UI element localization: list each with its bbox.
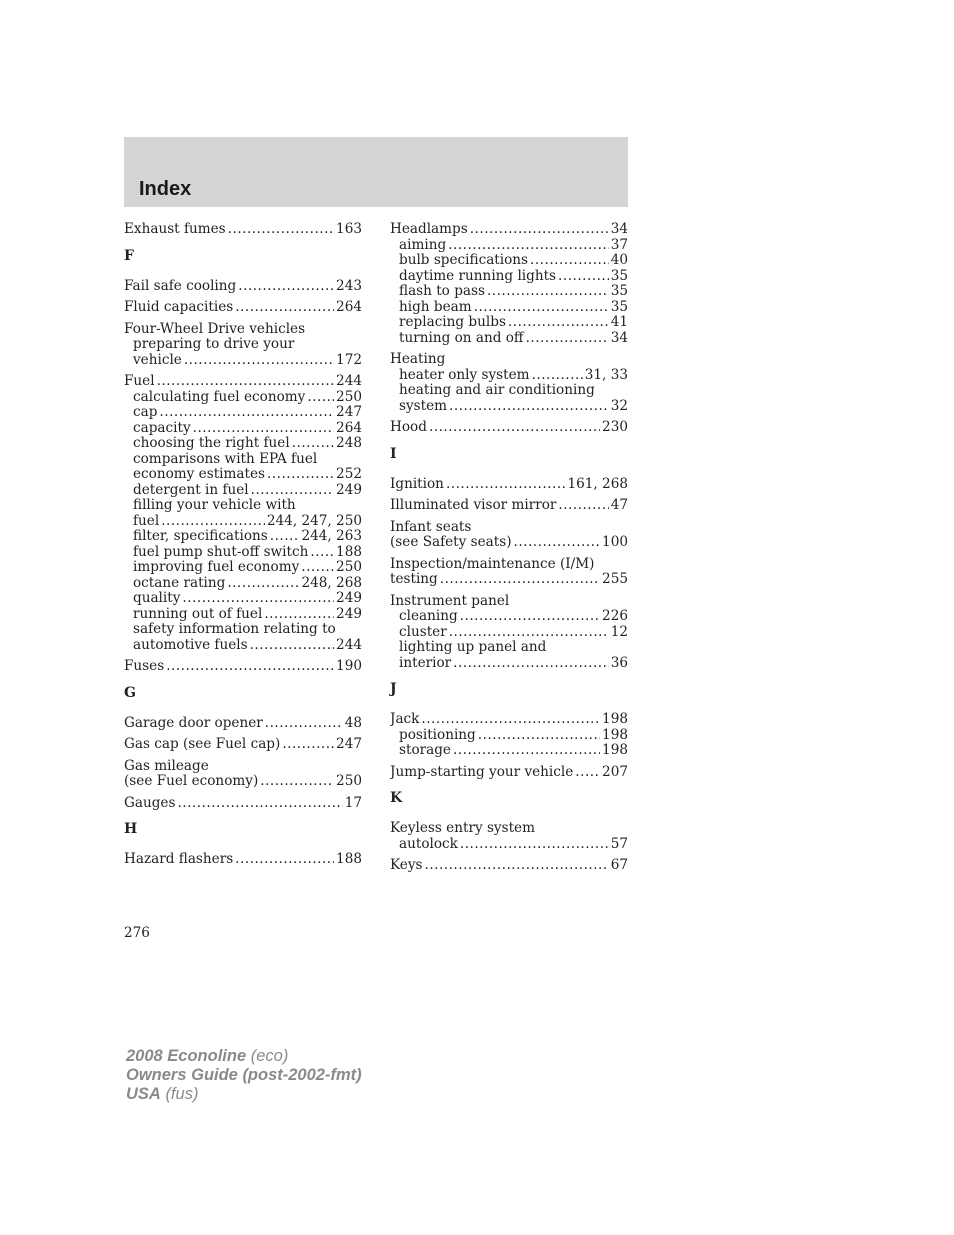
dot-leader <box>514 535 601 551</box>
page-title: Index <box>139 178 192 200</box>
index-subentry <box>124 607 362 623</box>
index-term: daytime running lights <box>399 268 557 284</box>
index-subentry <box>124 591 362 607</box>
index-term: Gas cap (see Fuel cap) <box>124 737 281 752</box>
index-term-line <box>124 852 362 868</box>
section-letter: G <box>124 684 136 701</box>
index-column-right <box>390 222 628 880</box>
index-subentry <box>390 743 628 759</box>
dot-leader <box>235 852 334 868</box>
index-term: Fuel <box>124 374 155 389</box>
dot-leader <box>265 716 343 732</box>
index-subentry <box>124 529 362 545</box>
page-reference: 37 <box>610 237 628 253</box>
index-subentry <box>390 315 628 331</box>
dot-leader <box>177 796 342 812</box>
index-term: flash to pass <box>399 284 485 299</box>
index-subentry <box>124 638 362 654</box>
index-term: Inspection/maintenance (I/M) <box>390 556 595 572</box>
page-reference: 190 <box>336 659 362 674</box>
dot-leader <box>429 420 600 436</box>
index-term: filling your vehicle with <box>133 498 296 513</box>
index-subentry <box>390 399 628 415</box>
index-header-band <box>124 137 628 207</box>
index-entry <box>124 759 362 790</box>
index-term-line <box>124 659 362 675</box>
index-term-line <box>390 765 628 781</box>
index-term-line <box>390 821 628 837</box>
index-term: quality <box>133 591 181 606</box>
index-subentry <box>124 390 362 406</box>
index-entry <box>124 374 362 653</box>
page-reference: 35 <box>610 284 628 299</box>
index-term-line <box>124 759 362 775</box>
index-term: bulb specifications <box>399 253 529 268</box>
index-term: detergent in fuel <box>133 482 249 498</box>
page-reference: 249 <box>336 591 362 606</box>
dot-leader <box>474 300 609 316</box>
index-term: high beam <box>399 299 472 315</box>
dot-leader <box>193 421 334 437</box>
index-term: running out of fuel <box>133 606 263 622</box>
index-term-line <box>124 279 362 295</box>
index-entry <box>390 765 628 781</box>
index-term: Fluid capacities <box>124 300 234 315</box>
index-subentry <box>124 337 362 353</box>
index-term: Four-Wheel Drive vehicles <box>124 321 306 337</box>
page-reference: 249 <box>336 482 362 498</box>
page-reference: 198 <box>602 712 628 727</box>
dot-leader <box>310 545 334 561</box>
dot-leader <box>292 436 334 452</box>
page-reference: 250 <box>336 774 362 789</box>
index-term-line <box>124 774 362 790</box>
page-reference: 31, 33 <box>584 367 628 383</box>
index-subentry <box>390 331 628 347</box>
dot-leader <box>267 467 334 483</box>
index-term: filter, specifications <box>133 529 268 544</box>
index-term: lighting up panel and <box>399 640 547 655</box>
page-reference: 264 <box>336 420 362 436</box>
index-term: positioning <box>399 727 476 743</box>
index-subentry <box>390 728 628 744</box>
index-term-line <box>390 352 628 368</box>
index-term: capacity <box>133 420 191 436</box>
section-letter: H <box>124 821 138 837</box>
index-term: Hood <box>390 420 427 435</box>
index-term: Headlamps <box>390 222 468 237</box>
index-term: Exhaust fumes <box>124 222 226 237</box>
index-term: safety information relating to <box>133 622 336 637</box>
index-term: comparisons with EPA fuel <box>133 451 318 467</box>
page-number: 276 <box>124 925 150 941</box>
page-reference: 34 <box>610 330 628 346</box>
index-term: Ignition <box>390 476 444 492</box>
dot-leader <box>307 390 334 406</box>
index-term: fuel pump shut-off switch <box>133 544 309 560</box>
index-subentry <box>390 300 628 316</box>
index-column-left <box>124 222 362 874</box>
page-reference: 252 <box>336 467 362 482</box>
page-reference: 12 <box>610 624 628 640</box>
index-term-line <box>124 322 362 338</box>
index-term: octane rating <box>133 575 226 591</box>
index-entry <box>124 659 362 675</box>
index-term: Jack <box>390 712 420 727</box>
index-subentry <box>390 656 628 672</box>
page-reference: 36 <box>610 655 628 671</box>
index-subentry <box>124 452 362 468</box>
index-term-line <box>390 594 628 610</box>
page-reference: 244 <box>336 637 362 653</box>
page-reference: 247 <box>336 737 362 752</box>
footer-line-3: USA (fus) <box>126 1085 199 1103</box>
page-reference: 198 <box>602 727 628 743</box>
index-term: Illuminated visor mirror <box>390 498 557 513</box>
index-entry <box>390 222 628 346</box>
index-term-line <box>124 222 362 238</box>
index-term: Keys <box>390 858 423 873</box>
page-reference: 188 <box>336 544 362 560</box>
dot-leader <box>487 284 609 300</box>
index-term: storage <box>399 743 451 758</box>
index-subentry <box>390 253 628 269</box>
index-term: preparing to drive your <box>133 337 295 352</box>
index-term: Gauges <box>124 795 176 811</box>
index-subentry <box>390 640 628 656</box>
index-term: interior <box>399 655 452 671</box>
index-term: Fuses <box>124 659 165 674</box>
index-subentry <box>124 545 362 561</box>
index-subentry <box>124 421 362 437</box>
index-term-line <box>124 796 362 812</box>
dot-leader <box>421 712 600 728</box>
dot-leader <box>449 399 609 415</box>
index-term-line <box>390 477 628 493</box>
dot-leader <box>558 498 608 514</box>
index-entry <box>390 520 628 551</box>
index-term: heater only system <box>399 367 530 383</box>
index-term-line <box>124 737 362 753</box>
index-subentry <box>124 622 362 638</box>
dot-leader <box>575 765 600 781</box>
index-term: (see Fuel economy) <box>124 774 259 789</box>
dot-leader <box>282 737 334 753</box>
page-reference: 172 <box>336 352 362 368</box>
dot-leader <box>425 858 609 874</box>
index-subentry <box>390 625 628 641</box>
page-reference: 48 <box>344 715 362 731</box>
page-reference: 247 <box>336 405 362 420</box>
index-term-line <box>390 557 628 573</box>
page-reference: 207 <box>602 764 628 780</box>
page-reference: 57 <box>610 836 628 852</box>
index-subentry <box>390 609 628 625</box>
dot-leader <box>260 774 334 790</box>
index-term: improving fuel economy <box>133 560 300 575</box>
page-reference: 248 <box>336 436 362 451</box>
index-term-line <box>390 222 628 238</box>
dot-leader <box>446 477 566 493</box>
index-subentry <box>124 467 362 483</box>
index-entry <box>390 420 628 436</box>
index-term: testing <box>390 572 438 587</box>
page-reference: 35 <box>610 268 628 284</box>
index-subentry <box>124 353 362 369</box>
index-term: calculating fuel economy <box>133 389 306 405</box>
index-subentry <box>124 405 362 421</box>
dot-leader <box>238 279 334 295</box>
page-reference: 188 <box>336 852 362 867</box>
dot-leader <box>453 743 600 759</box>
index-subentry <box>124 576 362 592</box>
index-entry <box>390 352 628 414</box>
section-letter: J <box>390 681 397 697</box>
index-subentry <box>390 383 628 399</box>
index-term: Garage door opener <box>124 715 263 731</box>
dot-leader <box>182 591 334 607</box>
index-term: cluster <box>399 624 447 640</box>
page-reference: 244, 263 <box>301 529 362 544</box>
dot-leader <box>250 638 334 654</box>
index-term: Fail safe cooling <box>124 278 237 294</box>
index-term: aiming <box>399 237 447 253</box>
index-entry <box>390 821 628 852</box>
index-entry <box>124 300 362 316</box>
dot-leader <box>453 656 609 672</box>
index-entry <box>124 796 362 812</box>
dot-leader <box>530 253 609 269</box>
document-footer <box>126 1047 362 1104</box>
index-subentry <box>390 269 628 285</box>
dot-leader <box>526 331 609 347</box>
index-entry <box>124 716 362 732</box>
dot-leader <box>448 238 609 254</box>
index-term-line <box>390 420 628 436</box>
page-reference: 243 <box>336 278 362 294</box>
dot-leader <box>157 374 334 390</box>
page-reference: 67 <box>610 858 628 873</box>
index-term: turning on and off <box>399 330 524 346</box>
dot-leader <box>159 405 334 421</box>
dot-leader <box>301 560 334 576</box>
page-reference: 32 <box>610 398 628 414</box>
index-term: vehicle <box>133 352 182 368</box>
page-reference: 41 <box>610 315 628 330</box>
index-entry <box>390 594 628 672</box>
index-term-line <box>390 520 628 536</box>
index-subentry <box>124 514 362 530</box>
index-term: Jump-starting your vehicle <box>390 764 574 780</box>
index-term: Keyless entry system <box>390 821 535 836</box>
index-subentry <box>390 284 628 300</box>
index-term-line <box>390 712 628 728</box>
dot-leader <box>470 222 609 238</box>
index-term-line <box>124 300 362 316</box>
index-entry <box>390 557 628 588</box>
page-reference: 249 <box>336 606 362 622</box>
index-subentry <box>124 560 362 576</box>
page-reference: 226 <box>602 609 628 624</box>
index-term: economy estimates <box>133 467 265 482</box>
page-reference: 230 <box>602 420 628 435</box>
index-term: Heating <box>390 352 446 367</box>
index-subentry <box>390 368 628 384</box>
index-term-line <box>390 572 628 588</box>
index-entry <box>390 498 628 514</box>
index-entry <box>124 322 362 369</box>
index-term-line <box>124 716 362 732</box>
page-reference: 250 <box>336 560 362 575</box>
index-entry <box>124 222 362 238</box>
index-entry <box>124 279 362 295</box>
index-entry <box>390 858 628 874</box>
page-reference: 244 <box>336 374 362 389</box>
dot-leader <box>227 576 299 592</box>
dot-leader <box>478 728 600 744</box>
dot-leader <box>235 300 334 316</box>
page-reference: 161, 268 <box>567 476 628 492</box>
dot-leader <box>161 514 265 530</box>
index-term: fuel <box>133 513 160 529</box>
footer-line-2: Owners Guide (post-2002-fmt) <box>126 1066 362 1084</box>
dot-leader <box>251 483 334 499</box>
index-term: autolock <box>399 836 458 852</box>
page-reference: 255 <box>602 572 628 587</box>
index-term: cap <box>133 405 158 420</box>
index-term-line <box>390 858 628 874</box>
dot-leader <box>460 609 600 625</box>
page-reference: 248, 268 <box>301 575 362 591</box>
dot-leader <box>532 368 583 384</box>
index-term: Infant seats <box>390 519 472 535</box>
dot-leader <box>228 222 334 238</box>
index-term: system <box>399 398 448 414</box>
dot-leader <box>449 625 609 641</box>
index-term: heating and air conditioning <box>399 383 595 398</box>
dot-leader <box>460 837 609 853</box>
index-term: Gas mileage <box>124 758 209 774</box>
index-term: cleaning <box>399 609 458 624</box>
index-term: Instrument panel <box>390 593 510 609</box>
page-reference: 35 <box>610 299 628 315</box>
index-term: Hazard flashers <box>124 852 234 867</box>
index-subentry <box>390 837 628 853</box>
index-subentry <box>124 498 362 514</box>
page-reference: 198 <box>602 743 628 758</box>
page-reference: 250 <box>336 389 362 405</box>
page-reference: 163 <box>336 222 362 237</box>
page-reference: 34 <box>610 222 628 237</box>
index-term-line <box>390 535 628 551</box>
index-term-line <box>390 498 628 514</box>
dot-leader <box>264 607 334 623</box>
page-reference: 17 <box>344 795 362 811</box>
index-term: (see Safety seats) <box>390 535 512 550</box>
index-term: automotive fuels <box>133 637 248 653</box>
page-reference: 244, 247, 250 <box>266 513 362 529</box>
page-reference: 100 <box>602 535 628 550</box>
index-entry <box>124 737 362 753</box>
index-term-line <box>124 374 362 390</box>
index-entry <box>390 477 628 493</box>
index-subentry <box>124 483 362 499</box>
dot-leader <box>558 269 609 285</box>
index-subentry <box>124 436 362 452</box>
section-letter: F <box>124 247 134 264</box>
dot-leader <box>508 315 609 331</box>
index-term: choosing the right fuel <box>133 436 290 451</box>
index-subentry <box>390 238 628 254</box>
dot-leader <box>184 353 334 369</box>
footer-line-1: 2008 Econoline (eco) <box>126 1047 289 1065</box>
dot-leader <box>166 659 334 675</box>
page-reference: 47 <box>610 498 628 513</box>
page-reference: 264 <box>336 300 362 315</box>
index-entry <box>390 712 628 759</box>
page-reference: 40 <box>610 253 628 268</box>
section-letter: I <box>390 445 397 462</box>
section-letter: K <box>390 790 403 806</box>
dot-leader <box>270 529 300 545</box>
index-entry <box>124 852 362 868</box>
index-term: replacing bulbs <box>399 315 506 330</box>
dot-leader <box>440 572 600 588</box>
